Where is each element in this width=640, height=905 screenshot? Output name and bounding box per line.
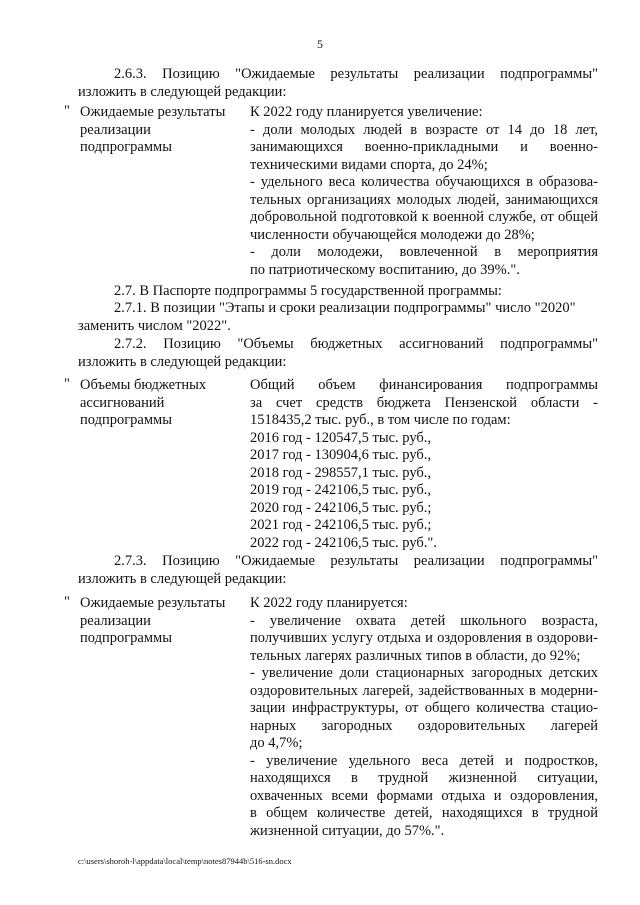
block3-line: К 2022 году планируется: <box>250 595 408 611</box>
block3-label-line: подпрограммы <box>80 630 172 646</box>
block1-line: - доли молодежи, вовлеченной в мероприятия <box>250 244 598 260</box>
footer-file-path: c:\users\shoroh-l\appdata\local\temp\notes87944b\516-sn.docx <box>78 856 292 866</box>
block3-line: - увеличение охвата детей школьного возраста, <box>250 612 598 629</box>
open-quote-mark: " <box>64 594 70 610</box>
block1-label <box>80 104 240 157</box>
block2-line: Общий объем финансирования подпрограммы <box>250 377 598 393</box>
block2-label-line: ассигнований <box>80 394 165 411</box>
block2-line: 2019 год - 242106,5 тыс. руб., <box>250 482 432 498</box>
block1-line: тельных организациях молодых людей, занимающихся <box>250 191 598 208</box>
block2-line: 2016 год - 120547,5 тыс. руб., <box>250 429 432 446</box>
block1-label-line: реализации <box>80 121 151 138</box>
block1-content <box>250 104 598 279</box>
block2-line: 2022 год - 242106,5 тыс. руб.". <box>250 534 437 551</box>
block3-line: получивших услугу отдыха и оздоровления в оздорови- <box>250 630 598 646</box>
block3-label-line: реализации <box>80 612 151 629</box>
section-2-7-2-line1: 2.7.2. Позицию "Объемы бюджетных ассигнований подпрограммы" <box>114 336 598 352</box>
block1-line: численности обучающейся молодежи до 28%; <box>250 226 535 243</box>
block1-line: техническими видами спорта, до 24%; <box>250 156 488 173</box>
block2-label-line: подпрограммы <box>80 412 172 428</box>
block3-line: - увеличение удельного веса детей и подростков, <box>250 752 598 769</box>
block3-content <box>250 595 598 840</box>
block3-line: оздоровительных лагерей, задействованных в модерни- <box>250 682 598 699</box>
block3-line: зации инфраструктуры, от общего количества стацио- <box>250 700 598 716</box>
block3-line: до 4,7%; <box>250 735 303 751</box>
page-number: 5 <box>317 37 323 51</box>
block3-line: находящихся в трудной жизненной ситуации, <box>250 770 598 786</box>
section-2-7-2-line2: изложить в следующей редакции: <box>78 353 287 370</box>
block3-line: - увеличение доли стационарных загородных детских <box>250 665 598 681</box>
section-2-7-2 <box>78 336 598 371</box>
block1-line: добровольной подготовкой к военной службе, от общей <box>250 209 598 225</box>
block1-label-line: подпрограммы <box>80 139 172 155</box>
block3-line: нарных загородных оздоровительных лагерей <box>250 717 598 734</box>
block3-line: тельных лагерях различных типов в области, до 92%; <box>250 647 581 664</box>
section-2-6-3-text: 2.6.3. Позицию "Ожидаемые результаты реализации подпрограммы" изложить в следующей редакции: <box>78 66 598 100</box>
block2-label <box>80 377 240 430</box>
block2-line: за счет средств бюджета Пензенской области - <box>250 394 598 411</box>
section-2-7-1-line2: заменить числом "2022". <box>78 317 231 334</box>
section-2-7-1 <box>78 300 598 335</box>
block3-line: в общем количестве детей, находящихся в трудной <box>250 805 598 821</box>
section-2-7-1-line1: 2.7.1. В позиции "Этапы и сроки реализации подпрограммы" число "2020" <box>114 300 576 316</box>
block2-line: 2020 год - 242106,5 тыс. руб.; <box>250 499 432 516</box>
block1-label-line: Ожидаемые результаты <box>80 104 226 120</box>
block2-line: 2021 год - 242106,5 тыс. руб.; <box>250 517 432 533</box>
section-2-6-3-heading <box>78 66 598 101</box>
section-2-7-3 <box>78 553 598 588</box>
section-2-7: 2.7. В Паспорте подпрограммы 5 государственной программы: <box>114 283 502 299</box>
block1-line: - доли молодых людей в возрасте от 14 до 18 лет, <box>250 121 598 138</box>
block2-line: 2017 год - 130904,6 тыс. руб., <box>250 447 432 463</box>
block3-line: жизненной ситуации, до 57%.". <box>250 822 445 839</box>
block1-line: - удельного веса количества обучающихся в образова- <box>250 174 598 190</box>
block3-label-line: Ожидаемые результаты <box>80 595 226 611</box>
block2-line: 1518435,2 тыс. руб., в том числе по годам: <box>250 412 511 428</box>
block3-label <box>80 595 240 648</box>
block2-line: 2018 год - 298557,1 тыс. руб., <box>250 464 432 481</box>
section-2-7-3-line1: 2.7.3. Позицию "Ожидаемые результаты реализации подпрограммы" <box>114 553 598 569</box>
block3-line: охваченных всеми формами отдыха и оздоровления, <box>250 787 598 804</box>
block2-content <box>250 377 598 552</box>
block1-line: занимающихся военно-прикладными и военно- <box>250 139 598 155</box>
open-quote-mark: " <box>64 376 70 392</box>
block2-label-line: Объемы бюджетных <box>80 377 207 393</box>
open-quote-mark: " <box>64 103 70 119</box>
block1-line: К 2022 году планируется увеличение: <box>250 104 483 120</box>
section-2-7-3-line2: изложить в следующей редакции: <box>78 570 287 587</box>
block1-line: по патриотическому воспитанию, до 39%.". <box>250 261 520 278</box>
